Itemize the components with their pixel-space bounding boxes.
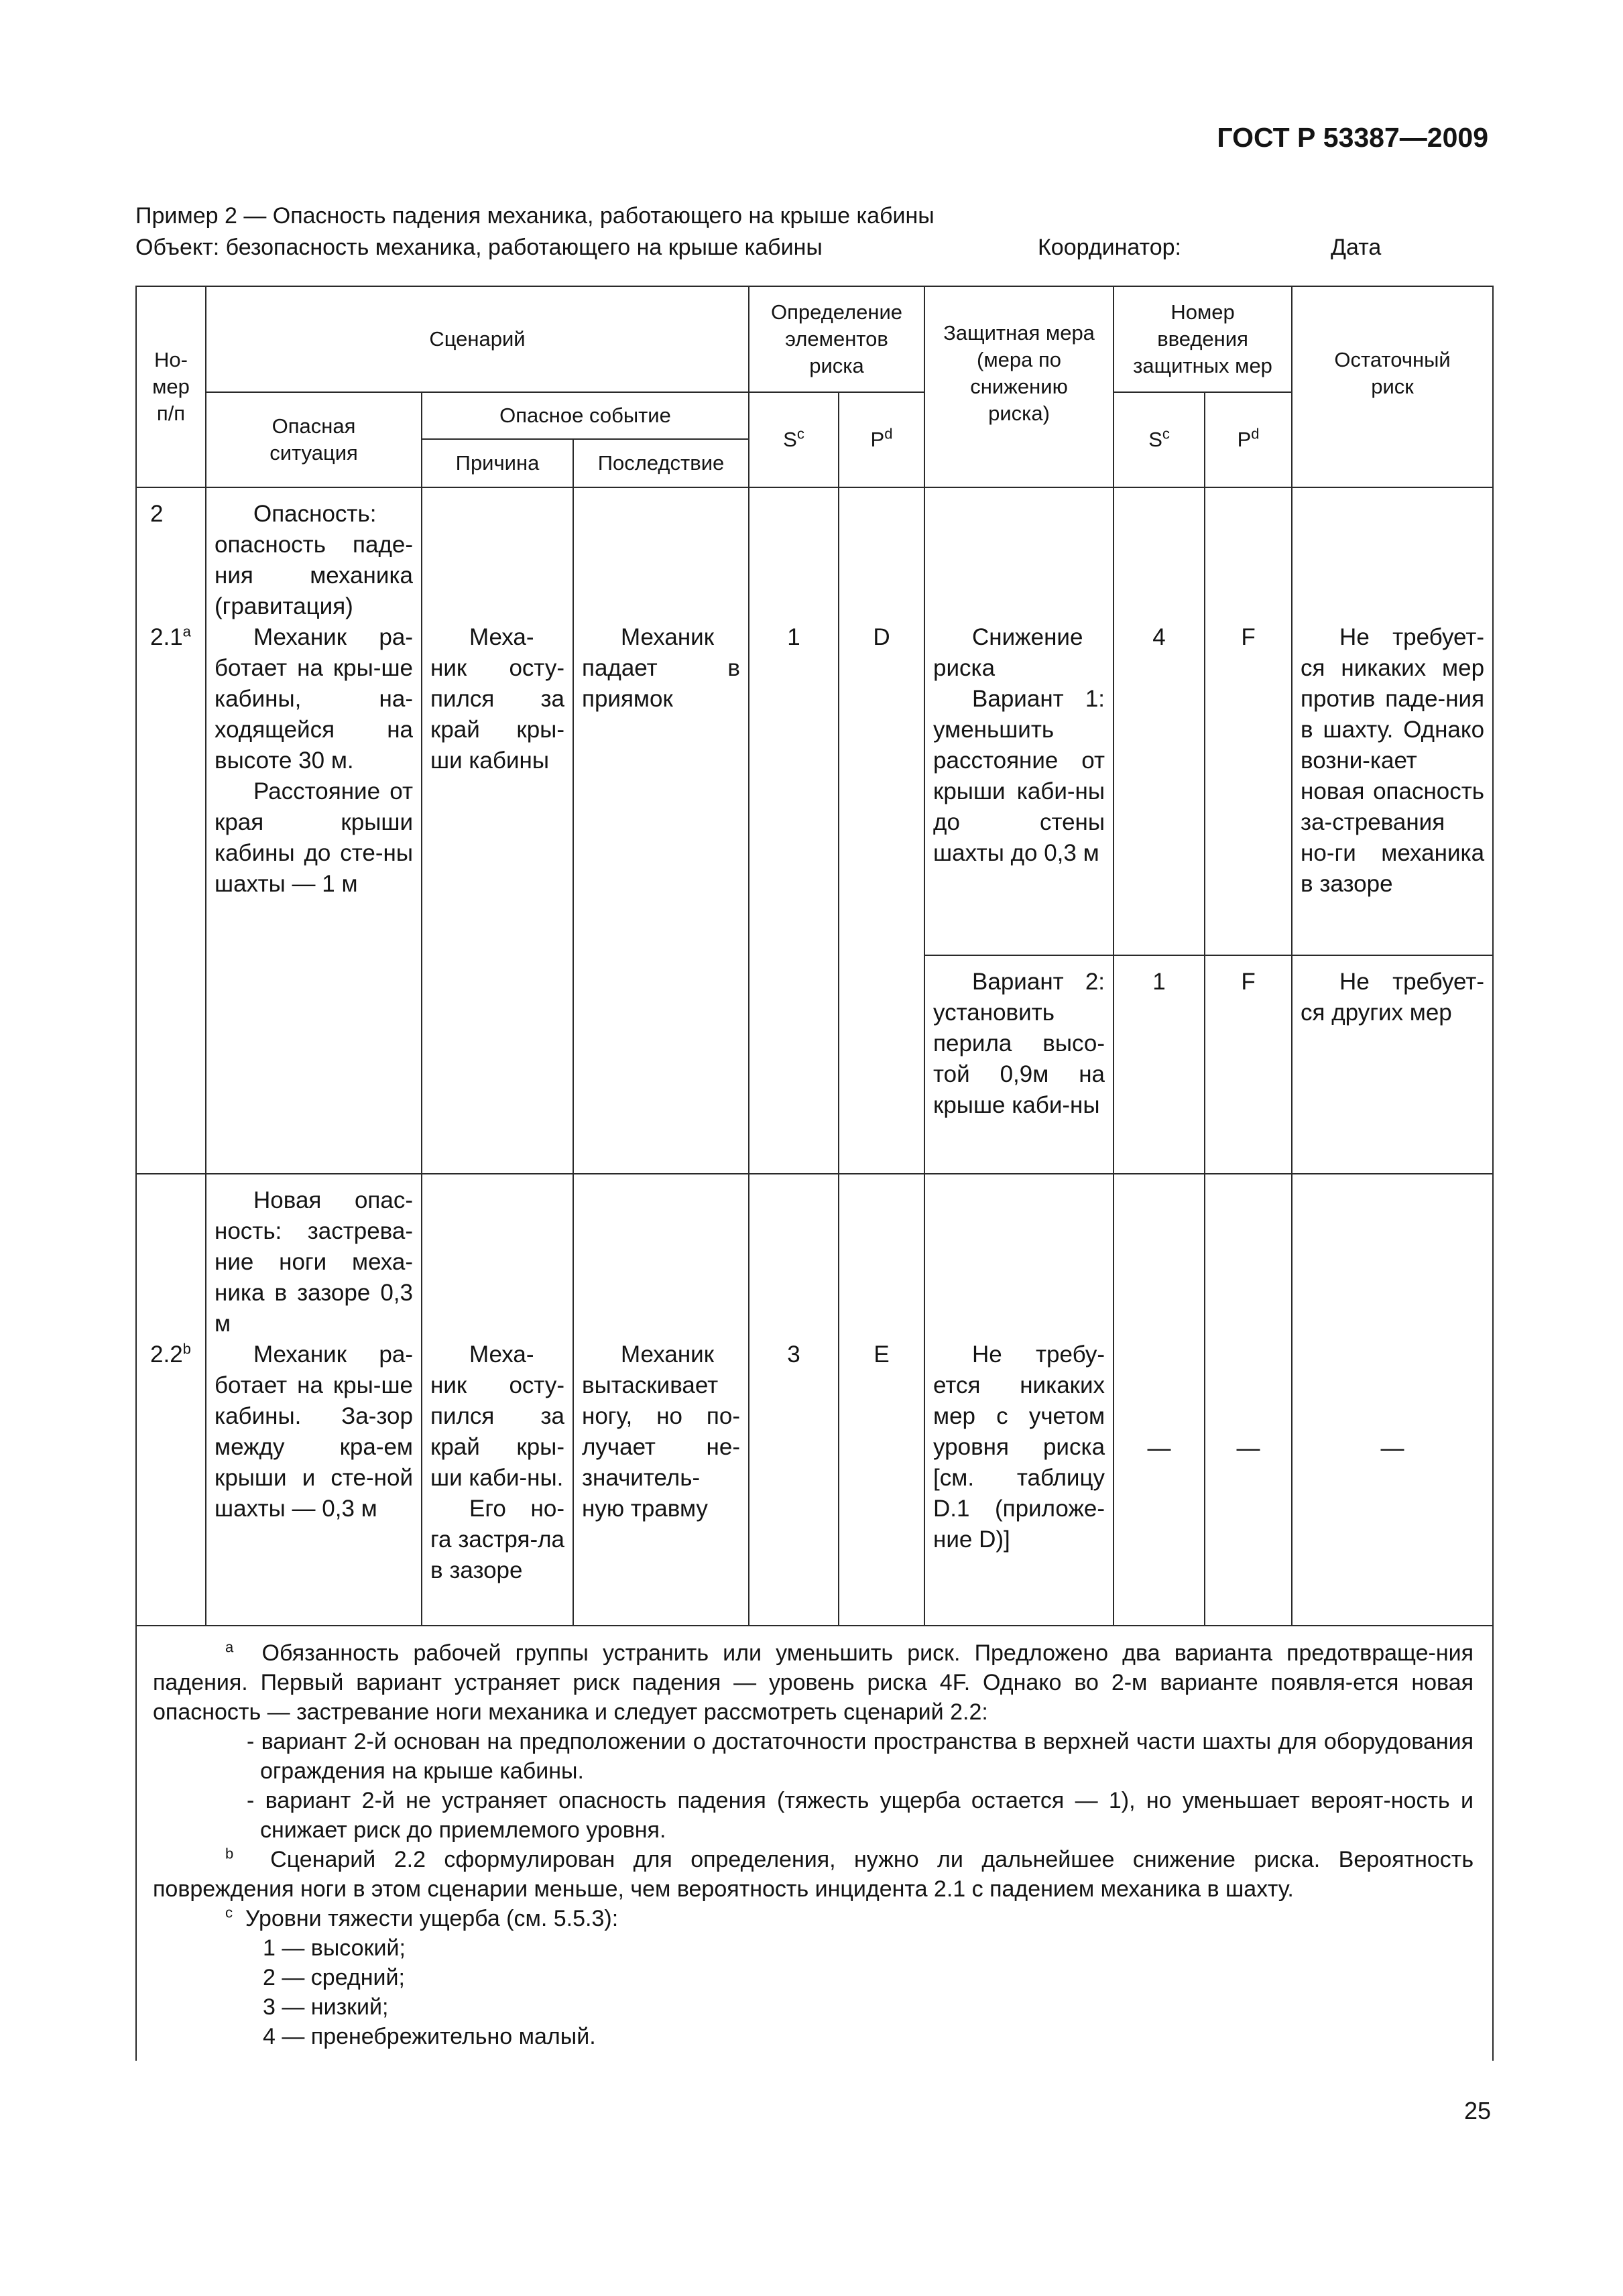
header-hazard-event: Опасное событие (422, 392, 749, 439)
header-cause: Причина (422, 439, 573, 487)
row-21-consequence: Механик падает в приямок (573, 487, 749, 1174)
footnote-a-item-1: - вариант 2-й основан на предположении о достаточности пространства в верхней части шахты для оборудования ограждения на крыше кабины. (247, 1729, 1474, 1784)
row-22-p: E (839, 1174, 924, 1626)
footnote-b: Сценарий 2.2 сформулирован для определения, нужно ли дальнейшее снижение риска. Вероятность повреждения ноги в этом сценарии меньше, чем вероятность инцидента 2.1 с падением механика в шахту. (153, 1847, 1474, 1902)
header-number: Но- мер п/п (136, 286, 206, 487)
row-22-measure: Не требу-ется никаких мер с учетом уровня риска [см. таблицу D.1 (приложе-ние D)] (924, 1174, 1114, 1626)
standard-designation: ГОСТ Р 53387—2009 (1217, 122, 1488, 153)
row-21-p-1: F (1205, 487, 1292, 955)
coordinator-label: Координатор: (1038, 235, 1181, 260)
header-protective-measure: Защитная мера (мера по снижению риска) (924, 286, 1114, 487)
row-21-situation: Опасность: опасность паде-ния механика (гравитация) Механик ра-ботает на кры-ше кабины, на-ходящейся на высоте 30 м. Расстояние от края крыши кабины до сте-ны шахты — 1 м (206, 487, 422, 1174)
severity-level-4: 4 — пренебрежительно малый. (263, 2024, 596, 2049)
risk-scenario-table (135, 286, 1494, 2061)
header-intro-number: Номер введения защитных мер (1114, 286, 1292, 392)
row-21-measure-1: Снижение риска Вариант 1: уменьшить расстояние от крыши каби-ны до стены шахты до 0,3 м (924, 487, 1114, 955)
date-label: Дата (1331, 235, 1382, 260)
header-residual-risk: Остаточный риск (1292, 286, 1493, 487)
row-21-residual-2: Не требует-ся других мер (1292, 955, 1493, 1174)
row-21-residual-1: Не требует-ся никаких мер против паде-ния в шахту. Однако возни-кает новая опасность за-стревания но-ги механика в зазоре (1292, 487, 1493, 955)
footnote-c: Уровни тяжести ущерба (см. 5.5.3): (245, 1906, 619, 1931)
row-21-p-2: F (1205, 955, 1292, 1174)
footnote-b-mark: b (225, 1845, 234, 1862)
header-risk-elements: Определение элементов риска (749, 286, 924, 392)
row-22-number: 2.2$^b$ (136, 1174, 206, 1626)
row-22-s: 3 (749, 1174, 839, 1626)
row-22-cause: Меха-ник осту-пился за край кры-ши каби-ны. Его но-га застря-ла в зазоре (422, 1174, 573, 1626)
row-22-p-1: — (1205, 1174, 1292, 1626)
header-consequence: Последствие (573, 439, 749, 487)
footnote-a-item-2: - вариант 2-й не устраняет опасность падения (тяжесть ущерба остается — 1), но уменьшает вероят-ность и снижает риск до приемлемого уровня. (247, 1788, 1474, 1843)
row-21-p: D (839, 487, 924, 1174)
footnote-a-mark: a (225, 1638, 234, 1656)
footnote-c-mark: c (225, 1904, 233, 1921)
header-hazard-situation: Опасная ситуация (206, 392, 422, 487)
row-21-s-1: 4 (1114, 487, 1205, 955)
object-line: Объект: безопасность механика, работающего на крыше кабины (135, 235, 823, 260)
row-22-situation: Новая опас-ность: застрева-ние ноги меха-ника в зазоре 0,3 м Механик ра-ботает на кры-ше кабины. За-зор между кра-ем крыши и сте-ной шахты — 0,3 м (206, 1174, 422, 1626)
row-22-s-1: — (1114, 1174, 1205, 1626)
example-title: Пример 2 — Опасность падения механика, работающего на крыше кабины (135, 203, 935, 229)
row-21-s-2: 1 (1114, 955, 1205, 1174)
row-22-consequence: Механик вытаскивает ногу, но по-лучает не-значитель-ную травму (573, 1174, 749, 1626)
header-scenario: Сценарий (206, 286, 749, 392)
header-p: $P^d$ (839, 392, 924, 487)
header-s: $S^c$ (749, 392, 839, 487)
row-21-cause: Меха-ник осту-пился за край кры-ши кабины (422, 487, 573, 1174)
header-s-intro: $S^c$ (1114, 392, 1205, 487)
row-21-measure-2: Вариант 2: установить перила высо-той 0,9м на крыше каби-ны (924, 955, 1114, 1174)
severity-level-3: 3 — низкий; (263, 1994, 389, 2020)
footnote-a: Обязанность рабочей группы устранить или уменьшить риск. Предложено два варианта предотвраще-ния падения. Первый вариант устраняет риск падения — уровень риска 4F. Однако во 2-м варианте появля-ется новая опасность — застревание ноги механика и следует рассмотреть сценарий 2.2: (153, 1640, 1474, 1725)
severity-level-1: 1 — высокий; (263, 1935, 406, 1961)
table-footnotes (136, 1626, 1493, 2061)
row-21-s: 1 (749, 487, 839, 1174)
page-number: 25 (1463, 2097, 1491, 2124)
row-22-residual: — (1292, 1174, 1493, 1626)
header-p-intro: $P^d$ (1205, 392, 1292, 487)
severity-level-2: 2 — средний; (263, 1965, 405, 1990)
row-21-number: 2 2.1$^a$ (136, 487, 206, 1174)
